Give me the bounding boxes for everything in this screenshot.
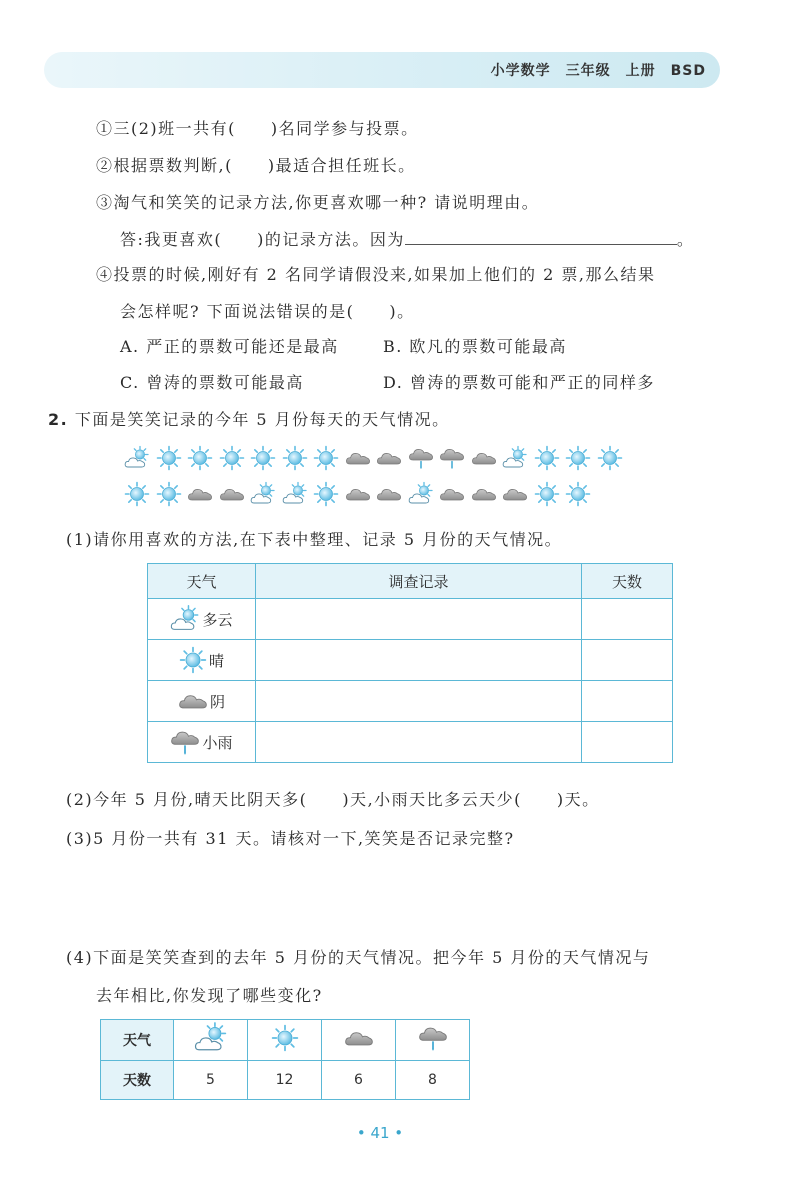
- table-header-days: 天数: [582, 564, 673, 599]
- table-header-weather: 天气: [148, 564, 256, 599]
- sunny-icon: [282, 445, 308, 471]
- weather-cell-cloudy: [148, 681, 256, 722]
- row-label: 阴: [209, 692, 225, 711]
- days-cell[interactable]: [582, 640, 673, 681]
- sunny-icon: [187, 445, 213, 471]
- rain-icon: [418, 1023, 448, 1053]
- last-year-days-label: 天数: [101, 1061, 174, 1100]
- table-row: [101, 1020, 470, 1061]
- partly-cloudy-icon: [502, 445, 528, 471]
- table-header-record: 调查记录: [256, 564, 582, 599]
- days-cell[interactable]: [582, 722, 673, 763]
- record-cell[interactable]: [256, 681, 582, 722]
- days-cell[interactable]: [582, 599, 673, 640]
- partly-cloudy-icon: [250, 481, 276, 507]
- last-year-days-value: 8: [396, 1061, 470, 1100]
- table-row: [148, 681, 673, 722]
- last-year-icon-cell: [248, 1020, 322, 1061]
- q2-part4-line2: 去年相比,你发现了哪些变化?: [96, 986, 323, 1005]
- last-year-icon-cell: [322, 1020, 396, 1061]
- q2-part1: (1)请你用喜欢的方法,在下表中整理、记录 5 月份的天气情况。: [66, 530, 563, 549]
- last-year-days-value: 12: [248, 1061, 322, 1100]
- weather-cell-sunny: [148, 640, 256, 681]
- cloudy-icon: [471, 481, 497, 507]
- sunny-icon: [565, 481, 591, 507]
- answer-suffix: 。: [676, 230, 695, 249]
- record-cell[interactable]: [256, 599, 582, 640]
- sunny-icon: [534, 481, 560, 507]
- sunny-icon: [565, 445, 591, 471]
- cloudy-icon: [178, 686, 208, 716]
- option-b: B. 欧凡的票数可能最高: [383, 337, 567, 356]
- q1-answer-line: [120, 227, 694, 250]
- cloudy-icon: [345, 445, 371, 471]
- sunny-icon: [156, 481, 182, 507]
- last-year-days-value: 5: [174, 1061, 248, 1100]
- row-label: 晴: [208, 651, 224, 670]
- cloudy-icon: [471, 445, 497, 471]
- table-row: [148, 640, 673, 681]
- partly-cloudy-icon: [282, 481, 308, 507]
- rain-icon: [170, 727, 200, 757]
- q2-part3: (3)5 月份一共有 31 天。请核对一下,笑笑是否记录完整?: [66, 829, 515, 848]
- q1-sub3: ③淘气和笑笑的记录方法,你更喜欢哪一种? 请说明理由。: [96, 193, 540, 212]
- weather-cell-rain: [148, 722, 256, 763]
- sunny-icon: [179, 646, 207, 674]
- record-cell[interactable]: [256, 722, 582, 763]
- partly-cloudy-icon: [170, 604, 200, 634]
- rain-icon: [439, 445, 465, 471]
- partly-cloudy-icon: [194, 1021, 228, 1055]
- cloudy-icon: [439, 481, 465, 507]
- record-cell[interactable]: [256, 640, 582, 681]
- cloudy-icon: [187, 481, 213, 507]
- last-year-table: [100, 1019, 470, 1100]
- answer-blank[interactable]: [405, 230, 677, 245]
- q2-part2: (2)今年 5 月份,晴天比阴天多( )天,小雨天比多云天少( )天。: [66, 790, 600, 809]
- option-d: D. 曾涛的票数可能和严正的同样多: [383, 373, 655, 392]
- weather-icon-row-1: [124, 445, 623, 471]
- page-number: • 41 •: [356, 1124, 404, 1142]
- partly-cloudy-icon: [408, 481, 434, 507]
- partly-cloudy-icon: [124, 445, 150, 471]
- cloudy-icon: [502, 481, 528, 507]
- weather-cell-partly-cloudy: [148, 599, 256, 640]
- q2-intro: 下面是笑笑记录的今年 5 月份每天的天气情况。: [74, 410, 450, 429]
- sunny-icon: [250, 445, 276, 471]
- sunny-icon: [156, 445, 182, 471]
- record-table: [147, 563, 673, 763]
- cloudy-icon: [344, 1023, 374, 1053]
- days-cell[interactable]: [582, 681, 673, 722]
- option-c: C. 曾涛的票数可能最高: [120, 373, 304, 392]
- row-label: 小雨: [202, 733, 233, 752]
- answer-prefix: 答:我更喜欢( )的记录方法。因为: [120, 230, 405, 249]
- header-title: 小学数学 三年级 上册 BSD: [490, 63, 706, 79]
- q2-number: 2.: [48, 410, 69, 429]
- last-year-weather-label: 天气: [101, 1020, 174, 1061]
- sunny-icon: [124, 481, 150, 507]
- cloudy-icon: [345, 481, 371, 507]
- last-year-icon-cell: [396, 1020, 470, 1061]
- last-year-days-value: 6: [322, 1061, 396, 1100]
- q1-sub2: ②根据票数判断,( )最适合担任班长。: [96, 156, 416, 175]
- sunny-icon: [534, 445, 560, 471]
- q2-part4-line1: (4)下面是笑笑查到的去年 5 月份的天气情况。把今年 5 月份的天气情况与: [66, 948, 651, 967]
- cloudy-icon: [219, 481, 245, 507]
- q1-sub4-line2: 会怎样呢? 下面说法错误的是( )。: [120, 302, 415, 321]
- last-year-icon-cell: [174, 1020, 248, 1061]
- table-row: [148, 599, 673, 640]
- sunny-icon: [271, 1024, 299, 1052]
- rain-icon: [408, 445, 434, 471]
- row-label: 多云: [202, 610, 233, 629]
- sunny-icon: [597, 445, 623, 471]
- sunny-icon: [313, 481, 339, 507]
- header-bar: [44, 52, 720, 88]
- weather-icon-row-2: [124, 481, 591, 507]
- cloudy-icon: [376, 481, 402, 507]
- cloudy-icon: [376, 445, 402, 471]
- sunny-icon: [313, 445, 339, 471]
- q1-sub1: ①三(2)班一共有( )名同学参与投票。: [96, 119, 419, 138]
- table-row: [101, 1061, 470, 1100]
- sunny-icon: [219, 445, 245, 471]
- q1-sub4-line1: ④投票的时候,刚好有 2 名同学请假没来,如果加上他们的 2 票,那么结果: [96, 265, 656, 284]
- table-row: [148, 722, 673, 763]
- q2-intro-line: [48, 407, 450, 430]
- option-a: A. 严正的票数可能还是最高: [120, 337, 339, 356]
